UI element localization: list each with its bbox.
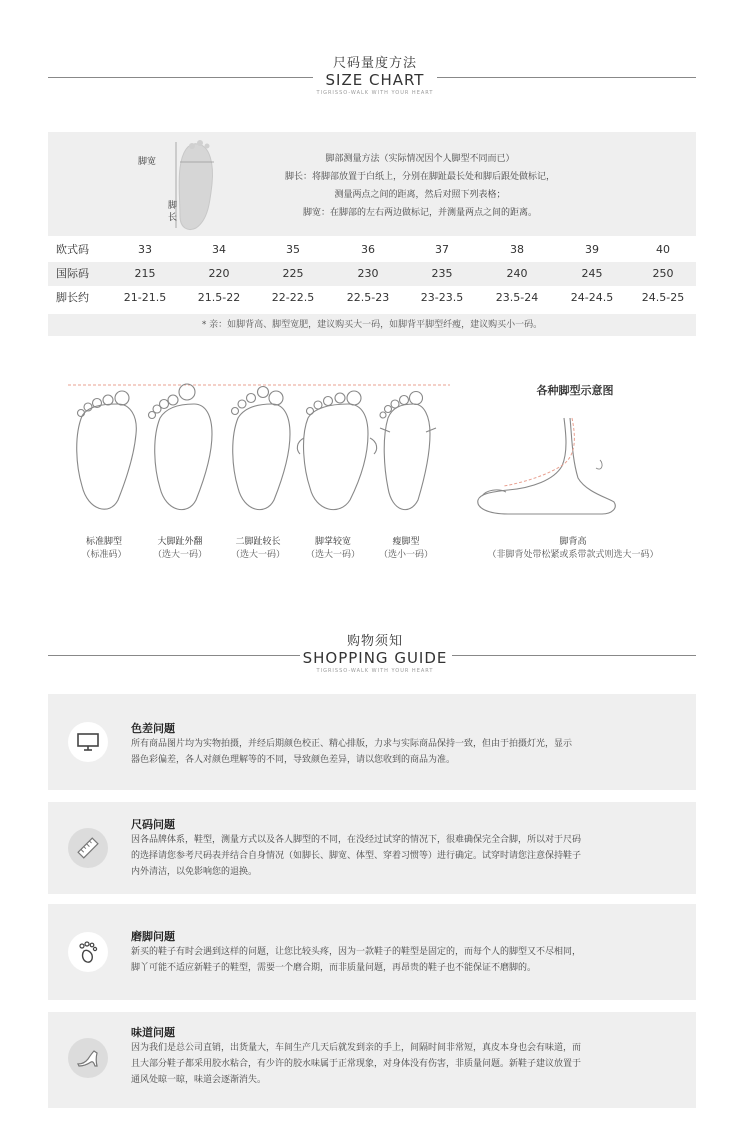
cell: 220 xyxy=(208,267,230,280)
cell: 38 xyxy=(510,243,524,256)
high-instep-icon xyxy=(468,408,638,520)
foot-types-illustration xyxy=(60,376,450,526)
cell: 23-23.5 xyxy=(420,291,464,304)
cell: 23.5-24 xyxy=(495,291,539,304)
foot-type-slim xyxy=(366,536,446,562)
foot-standard-icon xyxy=(77,391,137,509)
foot-bunion-icon xyxy=(149,384,213,510)
guide-line: 因各品牌体系，鞋型，测量方式以及各人脚型的不同，在没经过试穿的情况下，很难确保完全合脚，所以对于尺码 xyxy=(131,835,582,845)
width-label: 脚宽 xyxy=(138,157,157,167)
row-intl-size xyxy=(48,262,696,286)
guide-title: 尺码问题 xyxy=(131,818,175,831)
guide-line: 新买的鞋子有时会遇到这样的问题，让您比较头疼，因为一款鞋子的鞋型是固定的，而每个人的脚型又不尽相同， xyxy=(131,947,582,957)
foot-type-second-toe xyxy=(218,536,298,562)
ruler-icon xyxy=(68,828,108,868)
size-chart-header xyxy=(0,52,750,96)
foot-type-standard xyxy=(64,536,144,562)
guide-body xyxy=(131,944,679,976)
instruction-line: 测量两点之间的距离，然后对照下列表格； xyxy=(334,190,506,200)
instruction-line: 脚长：将脚部放置于白纸上，分别在脚趾最长处和脚后跟处做标记， xyxy=(284,172,555,182)
cell: 24-24.5 xyxy=(570,291,614,304)
foot-type-name: 脚背高 xyxy=(559,537,587,547)
foot-type-advice: （选大一码） xyxy=(152,550,207,560)
cell: 21-21.5 xyxy=(123,291,167,304)
svg-text:脚: 脚 xyxy=(168,201,178,211)
foot-type-name: 标准脚型 xyxy=(85,537,122,547)
cell: 250 xyxy=(652,267,674,280)
foot-types-title: 各种脚型示意图 xyxy=(536,384,614,397)
cell: 37 xyxy=(435,243,449,256)
foot-type-high-instep xyxy=(462,536,684,562)
foot-type-advice: （非脚背处带松紧或系带款式则选大一码） xyxy=(487,550,659,560)
row-foot-length xyxy=(48,286,696,310)
guide-title: 色差问题 xyxy=(131,722,175,735)
size-note: * 亲：如脚背高、脚型宽肥，建议购买大一码，如脚背平脚型纤瘦，建议购买小一码。 xyxy=(48,314,696,336)
cell: 39 xyxy=(585,243,599,256)
shopping-guide-header xyxy=(0,630,750,674)
guide-body xyxy=(131,1040,679,1088)
cell: 33 xyxy=(138,243,152,256)
cell: 215 xyxy=(134,267,156,280)
shopping-guide-title-cn: 购物须知 xyxy=(346,634,403,649)
cell: 240 xyxy=(506,267,528,280)
foot-type-advice: （选大一码） xyxy=(305,550,360,560)
guide-line: 且大部分鞋子都采用胶水粘合，有少许的胶水味属于正常现象，对身体没有伤害，非质量问题。新鞋子建议放置于 xyxy=(131,1059,582,1069)
guide-item-size xyxy=(48,802,696,894)
foot-type-name: 瘦脚型 xyxy=(392,537,420,547)
guide-line: 内外清洁，以免影响您的退换。 xyxy=(131,867,258,877)
svg-text:长: 长 xyxy=(168,213,178,223)
foot-long-second-toe-icon xyxy=(232,387,291,510)
row-label: 欧式码 xyxy=(56,243,89,256)
cell: 40 xyxy=(656,243,670,256)
size-chart-title-en: SIZE CHART xyxy=(325,71,425,89)
guide-body xyxy=(131,736,679,768)
foot-type-advice: （选大一码） xyxy=(230,550,285,560)
guide-line: 所有商品图片均为实物拍摄，并经后期颜色校正、精心排版，力求与实际商品保持一致，但由于拍摄灯光，显示 xyxy=(131,739,573,749)
size-chart-title-cn: 尺码量度方法 xyxy=(332,56,417,71)
row-label: 国际码 xyxy=(56,267,89,280)
cell: 21.5-22 xyxy=(197,291,241,304)
guide-line: 通风处晾一晾，味道会逐渐消失。 xyxy=(131,1075,267,1085)
guide-item-rubbing xyxy=(48,904,696,1000)
guide-title: 味道问题 xyxy=(131,1026,175,1039)
instruction-line: 脚宽：在脚部的左右两边做标记，并测量两点之间的距离。 xyxy=(302,208,537,218)
cell: 230 xyxy=(357,267,379,280)
cell: 22.5-23 xyxy=(346,291,390,304)
guide-body xyxy=(131,832,679,880)
cell: 24.5-25 xyxy=(641,291,685,304)
footprint-icon xyxy=(68,932,108,972)
guide-title: 磨脚问题 xyxy=(131,930,175,943)
cell: 36 xyxy=(361,243,375,256)
guide-line: 器色彩偏差，各人对颜色理解等的不同，导致颜色差异，请以您收到的商品为准。 xyxy=(131,755,456,765)
shopping-guide-title-en: SHOPPING GUIDE xyxy=(302,649,448,667)
guide-line: 脚丫可能不适应新鞋子的鞋型，需要一个磨合期，而非质量问题，再昂贵的鞋子也不能保证不磨脚的。 xyxy=(131,963,537,973)
foot-type-name: 二脚趾较长 xyxy=(235,537,281,547)
foot-type-wide xyxy=(293,536,373,562)
guide-item-color xyxy=(48,694,696,790)
shopping-guide-tagline: TIGRISSO-WALK WITH YOUR HEART xyxy=(316,668,434,674)
guide-line: 因为我们是总公司直销，出货量大，车间生产几天后就发到亲的手上，间隔时间非常短，真皮本身也会有味道，而 xyxy=(131,1043,582,1053)
foot-type-advice: （标准码） xyxy=(81,550,127,560)
cell: 225 xyxy=(282,267,304,280)
size-chart-tagline: TIGRISSO-WALK WITH YOUR HEART xyxy=(316,90,434,96)
cell: 245 xyxy=(581,267,603,280)
instruction-line: 脚部测量方法（实际情况因个人脚型不同而已） xyxy=(325,154,515,164)
size-table xyxy=(48,238,696,310)
guide-line: 的选择请您参考尺码表并结合自身情况（如脚长、脚宽、体型、穿着习惯等）进行确定。试穿时请您注意保持鞋子 xyxy=(131,851,582,861)
cell: 35 xyxy=(286,243,300,256)
row-eu-size xyxy=(48,238,696,262)
monitor-icon xyxy=(68,722,108,762)
row-label: 脚长约 xyxy=(56,291,89,304)
foot-type-advice: （选小一码） xyxy=(378,550,433,560)
foot-type-name: 脚掌较宽 xyxy=(314,537,351,547)
guide-item-smell xyxy=(48,1012,696,1108)
cell: 22-22.5 xyxy=(271,291,315,304)
foot-type-bunion xyxy=(140,536,220,562)
measure-instructions xyxy=(200,150,640,222)
foot-slim-icon xyxy=(380,392,436,510)
cell: 34 xyxy=(212,243,226,256)
high-heel-icon xyxy=(68,1038,108,1078)
foot-type-name: 大脚趾外翻 xyxy=(157,537,203,547)
foot-wide-icon xyxy=(297,391,376,510)
cell: 235 xyxy=(431,267,453,280)
